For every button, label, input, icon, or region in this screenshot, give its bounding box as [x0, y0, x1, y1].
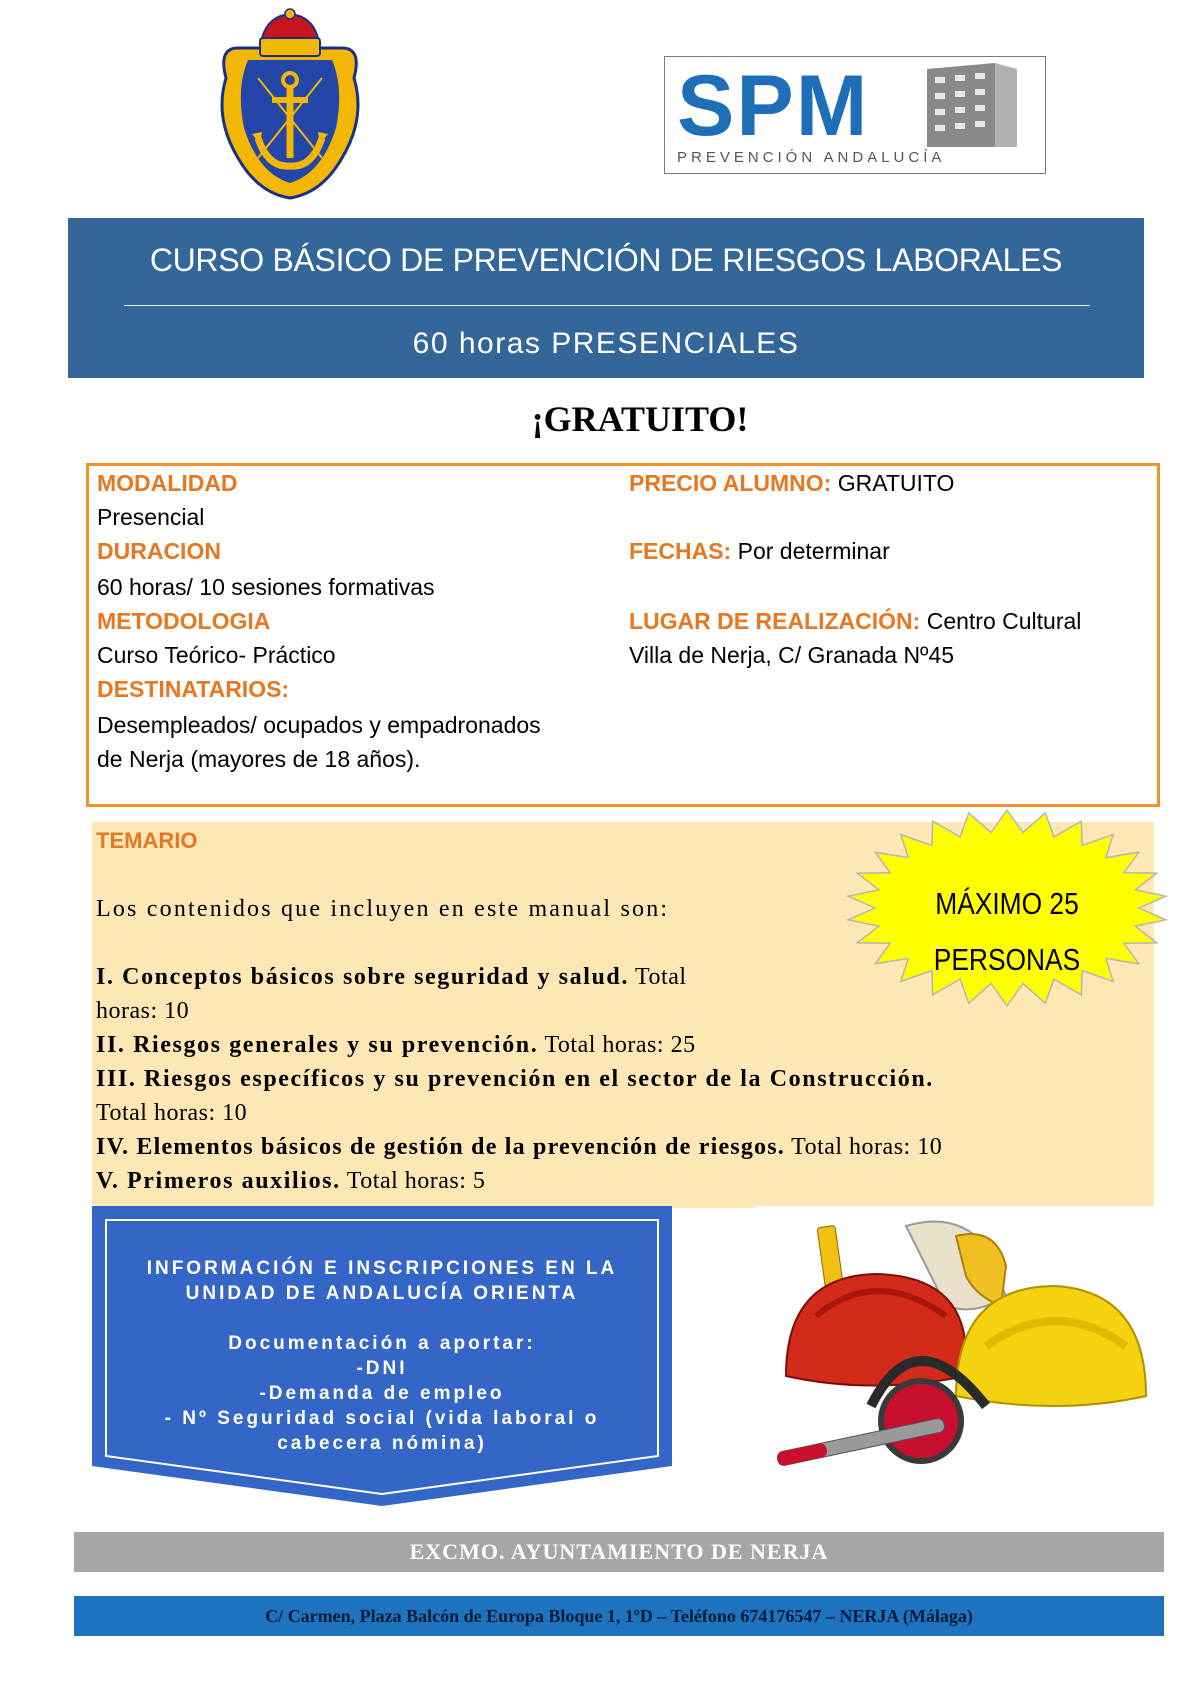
footer-organization: EXCMO. AYUNTAMIENTO DE NERJA — [74, 1532, 1164, 1572]
max-participants-text — [867, 876, 1148, 988]
fechas-row — [629, 534, 890, 568]
banner-line: UNIDAD DE ANDALUCÍA ORIENTA — [185, 1283, 579, 1304]
metodologia-value: Curso Teórico- Práctico — [97, 642, 336, 668]
fechas-label: FECHAS: — [629, 538, 732, 564]
modalidad-value: Presencial — [97, 504, 205, 530]
temario-item: IV. Elementos básicos de gestión de la prevención de riesgos. Total horas: 10 — [96, 1134, 943, 1160]
free-headline: ¡GRATUITO! — [531, 399, 749, 439]
spm-wordmark: SPM — [677, 58, 870, 154]
banner-line: Documentación a aportar: — [228, 1333, 536, 1354]
header-divider — [124, 305, 1090, 306]
banner-line: -Demanda de empleo — [259, 1383, 505, 1404]
banner-line: - Nº Seguridad social (vida laboral o — [164, 1408, 600, 1429]
course-header-band — [68, 218, 1144, 378]
lugar-value-cont: Villa de Nerja, C/ Granada Nº45 — [629, 642, 955, 668]
temario-item: Total horas: 10 — [96, 1100, 248, 1126]
max-participants-line1: MÁXIMO 25 — [935, 886, 1079, 921]
fechas-value: Por determinar — [737, 538, 890, 564]
course-hours: 60 horas PRESENCIALES — [412, 327, 800, 360]
metodologia-label: METODOLOGIA — [97, 608, 271, 634]
naval-crest-logo — [218, 8, 363, 200]
max-participants-line2: PERSONAS — [933, 942, 1081, 977]
footer-address: C/ Carmen, Plaza Balcón de Europa Bloque 1, 1ºD – Teléfono 674176547 – NERJA (Málaga) — [74, 1596, 1164, 1636]
course-title: CURSO BÁSICO DE PREVENCIÓN DE RIESGOS LABORALES — [149, 242, 1063, 278]
precio-value: GRATUITO — [837, 470, 955, 496]
destinatarios-label: DESTINATARIOS: — [97, 676, 290, 702]
temario-item: V. Primeros auxilios. Total horas: 5 — [96, 1168, 486, 1194]
precio-label: PRECIO ALUMNO: — [629, 470, 832, 496]
course-info-box — [86, 463, 1160, 807]
destinatarios-value-cont: de Nerja (mayores de 18 años). — [97, 746, 421, 772]
spm-subtitle: PREVENCIÓN ANDALUCÍA — [677, 149, 946, 166]
temario-item: III. Riesgos específicos y su prevención en el sector de la Construcción. — [96, 1066, 934, 1092]
duracion-label: DURACION — [97, 538, 221, 564]
safety-equipment-image — [756, 1206, 1154, 1482]
banner-line: -DNI — [356, 1358, 408, 1379]
temario-item: horas: 10 — [96, 998, 190, 1024]
temario-heading: TEMARIO — [96, 828, 198, 853]
modalidad-label: MODALIDAD — [97, 470, 238, 496]
spm-prevencion-logo — [664, 56, 1046, 174]
lugar-value: Centro Cultural — [926, 608, 1082, 634]
registration-banner-text — [92, 1256, 672, 1456]
temario-intro: Los contenidos que incluyen en este manual son: — [96, 896, 670, 922]
temario-item: II. Riesgos generales y su prevención. Total horas: 25 — [96, 1032, 696, 1058]
banner-line: cabecera nómina) — [277, 1433, 487, 1454]
lugar-label: LUGAR DE REALIZACIÓN: — [629, 608, 921, 634]
precio-row — [629, 466, 954, 500]
temario-item: I. Conceptos básicos sobre seguridad y salud. Total — [96, 964, 687, 990]
duracion-value: 60 horas/ 10 sesiones formativas — [97, 574, 435, 600]
destinatarios-value: Desempleados/ ocupados y empadronados — [97, 712, 541, 738]
lugar-row — [629, 604, 1081, 638]
banner-line: INFORMACIÓN E INSCRIPCIONES EN LA — [146, 1258, 618, 1279]
